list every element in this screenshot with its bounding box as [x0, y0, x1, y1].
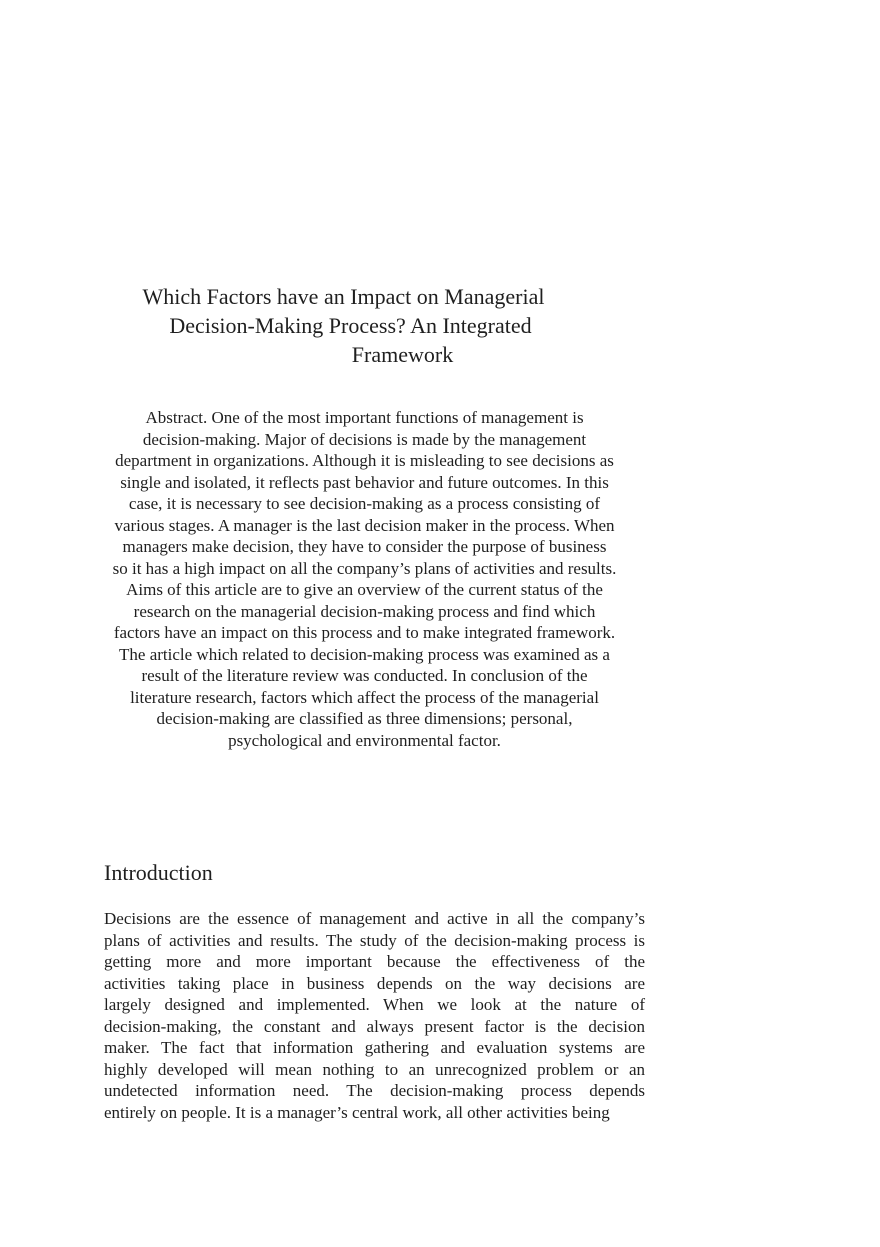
abstract-line: so it has a high impact on all the company’s plans of activities and results. — [112, 558, 617, 578]
abstract-line: case, it is necessary to see decision-making as a process consisting of — [128, 494, 601, 513]
abstract-line: decision-making. Major of decisions is made by the management — [142, 429, 587, 449]
paper-title — [104, 282, 645, 369]
paper-title-line: Decision-Making Process? An Integrated — [169, 313, 532, 338]
abstract-line: Abstract. One of the most important functions of management is — [145, 408, 584, 427]
body-line: plans of activities and results. The study of the decision-making process is — [104, 930, 645, 950]
body-line: largely designed and implemented. When we look at the nature of — [104, 995, 645, 1014]
abstract-block — [97, 407, 632, 751]
abstract-line: literature research, factors which affect the process of the managerial — [130, 687, 599, 707]
body-line: highly developed will mean nothing to an unrecognized problem or an — [104, 1059, 645, 1079]
abstract-line: various stages. A manager is the last decision maker in the process. When — [114, 515, 615, 535]
section-heading-introduction: Introduction — [104, 860, 213, 885]
body-line: entirely on people. It is a manager’s central work, all other activities being — [104, 1102, 610, 1122]
abstract-line: department in organizations. Although it is misleading to see decisions as — [115, 451, 614, 470]
abstract-line: The article which related to decision-making process was examined as a — [119, 644, 610, 664]
body-line: Decisions are the essence of management and active in all the company’s — [104, 909, 645, 928]
paper-title-line: Framework — [351, 342, 454, 367]
body-line: activities taking place in business depends on the way decisions are — [104, 973, 645, 993]
body-line: getting more and more important because the effectiveness of the — [104, 952, 645, 971]
abstract-line: psychological and environmental factor. — [228, 730, 501, 750]
introduction-paragraph — [104, 908, 645, 1123]
abstract-line: single and isolated, it reflects past behavior and future outcomes. In this — [120, 472, 609, 492]
body-line: decision-making, the constant and always present factor is the decision — [104, 1016, 645, 1036]
abstract-line: research on the managerial decision-making process and find which — [133, 601, 596, 621]
abstract-line: Aims of this article are to give an overview of the current status of the — [126, 580, 603, 599]
body-line: undetected information need. The decision-making process depends — [104, 1081, 645, 1100]
body-line: maker. The fact that information gathering and evaluation systems are — [104, 1038, 645, 1057]
abstract-line: result of the literature review was conducted. In conclusion of the — [141, 666, 588, 685]
abstract-line: factors have an impact on this process and to make integrated framework. — [113, 623, 616, 642]
abstract-line: decision-making are classified as three dimensions; personal, — [156, 709, 573, 728]
paper-title-line: Which Factors have an Impact on Managerial — [142, 284, 545, 309]
abstract-line: managers make decision, they have to consider the purpose of business — [122, 537, 607, 556]
